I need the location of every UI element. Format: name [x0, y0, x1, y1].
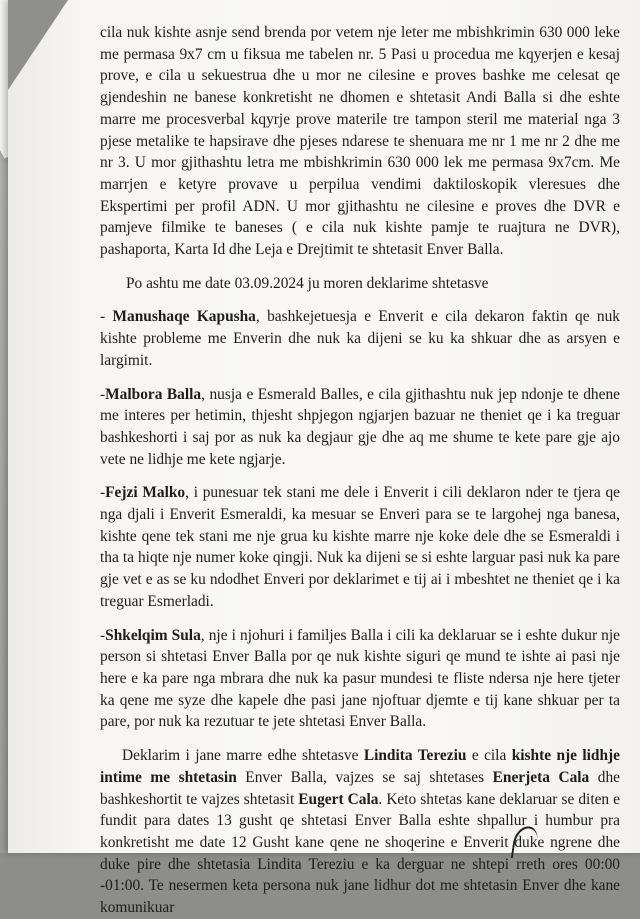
paragraph-evidence: cila nuk kishte asnje send brenda por vetem nje leter me mbishkrimin 630 000 leke me permasa 9x7 cm u fiksua me tabelen nr. 5 Pasi u procedua me kqyerjen e kesaj prove, e cila u sekuestrua dhe u mor ne cilesine e proves bashke me celesat qe gjendeshin ne banese konkretisht ne dhomen e shtetasit Andi Balla si dhe eshte marre me procesverbal kqyrje prove materile tre tampon steril me material nga 3 pjese metalike te hapsirave dhe pjeses ndarese te shenuara me nr 1 me nr 2 dhe me nr 3. U mor gjithashtu letra me mbishkrimin 630 000 lek me permasa 9x7cm. Me marrjen e ketyre provave u perpilua vendimi daktiloskopik vleresues dhe Ekspertimi per profil ADN. U mor gjithashtu ne cilesine e proves dhe DVR e pamjeve filmike te baneses ( e cila nuk kishte pamje te ruajtura ne DVR), pashaporta, Karta Id dhe Leja e Drejtimit te shtetasit Enver Balla.: [100, 24, 620, 259]
statement-fejzi: -Fejzi Malko, i punesuar tek stani me dele i Enverit i cili deklaron nder te tjera qe nga djali i Enverit Esmeraldi, ka mesuar se Enveri para se te largohej nga banesa, kishte qene tek stani me nje grua ku kishte marre nje koke dele dhe se Esmeraldi i tha ta hiqte nje numer koke qingji. Nuk ka dijeni se si eshte larguar pasi nuk ka pare gje vet e as se ku ndodhet Enveri por deklarimet e tij ai i mbeshtet ne theniet qe i ka treguar Esmerladi.: [100, 484, 620, 610]
statement-lindita: Deklarim i jane marre edhe shtetasve Lindita Tereziu e cila kishte nje lidhje intime me shtetasin Enver Balla, vajzes se saj shtetases Enerjeta Cala dhe bashkeshortit te vajzes shtetasit Eugert Cala. Keto shtetas kane deklaruar se diten e fundit para dates 13 gusht qe shtetasi Enver Balla eshte shpallur i humbur pra konkretisht me date 12 Gusht kane qene ne shoqerine e Enverit duke ngrene dhe duke pire dhe shtetasia Lindita Tereziu e ka derguar ne shtepi rreth ores 00:00 -01:00. Te nesermen keta persona nuk jane lidhur dot me shtetasin Enver dhe kane komunikuar: [100, 747, 621, 917]
witness-name: Shkelqim Sula: [105, 626, 201, 644]
witness-name: Malbora Balla: [105, 385, 202, 403]
document-body: [100, 22, 620, 919]
page-corner-fold: [8, 0, 68, 90]
witness-name: Manushaqe Kapusha: [112, 308, 256, 326]
statement-shkelqim: -Shkelqim Sula, nje i njohuri i familjes Balla i cili ka deklaruar se i eshte dukur nje person si shtetasi Enver Balla por qe nuk kishte siguri qe mund te ishte ai pasi nje here e ka pare nga mbrara dhe nuk ka pasur mundesi te fliste ndersa nje here tjeter ka qene me syze dhe kapele dhe pasi jane njoftuar djemte e tij kane shkuar per ta pare, por nuk ka rezutuar te jete shtetasi Enver Balla.: [100, 626, 620, 731]
document-page: [8, 0, 640, 917]
statement-malbora: -Malbora Balla, nusja e Esmerald Balles, e cila gjithashtu nuk jep ndonje te dhene me interes per hetimin, thjesht shpjegon ngjarjen bazuar ne theniet qe i ka treguar bashkeshorti i saj por as nuk ka degjaur gje dhe aq me shume te kete pare gje ajo vete ne lidhje me kete ngjarje.: [100, 385, 620, 468]
statement-manushaqe: - Manushaqe Kapusha, bashkejetuesja e Enverit e cila dekaron faktin qe nuk kishte probleme me Enverin dhe nuk ka dijeni se ku ka shkuar dhe as arsyen e largimit.: [100, 308, 620, 369]
paragraph-statements-intro: Po ashtu me date 03.09.2024 ju moren deklarime shtetasve: [126, 274, 489, 292]
witness-name: Fejzi Malko: [105, 484, 186, 502]
